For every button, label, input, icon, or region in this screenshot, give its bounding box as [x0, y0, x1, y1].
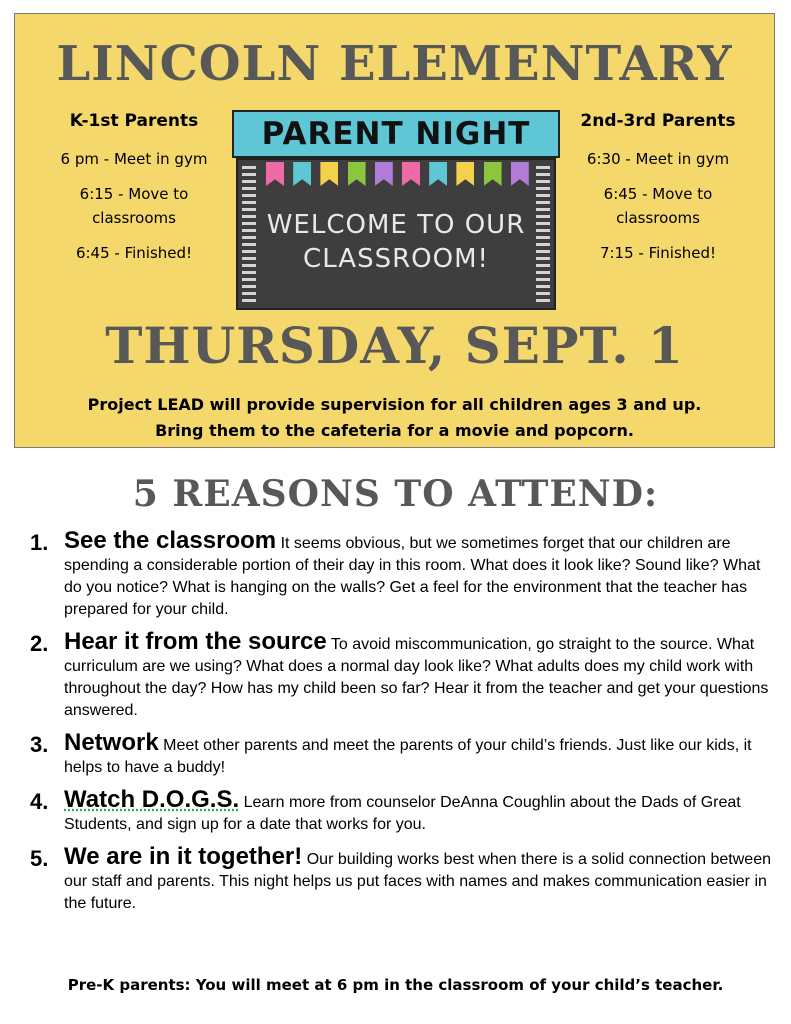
reason-body: Our building works best when there is a solid connection between our staff and parents. This night helps us put faces with names and makes communication easier in the future. — [64, 851, 771, 912]
reason-title: Watch D.O.G.S. — [64, 786, 240, 813]
reason-item — [30, 729, 778, 779]
k1-schedule-item: 6 pm - Meet in gym — [60, 150, 208, 168]
bunting-flag-icon — [402, 162, 420, 186]
reason-number: 1. — [30, 530, 49, 555]
parent-night-banner: PARENT NIGHT — [232, 110, 560, 158]
23-schedule-item: 6:30 - Meet in gym — [586, 150, 730, 168]
reasons-list — [30, 527, 778, 925]
reason-title: Hear it from the source — [64, 628, 327, 655]
reason-body: Learn more from counselor DeAnna Coughlin about the Dads of Great Students, and sign up for a date that works for you. — [64, 794, 741, 833]
bunting-flag-icon — [375, 162, 393, 186]
reason-item — [30, 843, 778, 915]
23-schedule — [563, 109, 753, 276]
prek-footer-note: Pre-K parents: You will meet at 6 pm in the classroom of your child’s teacher. — [67, 976, 724, 994]
reason-number: 2. — [30, 631, 49, 656]
event-date: THURSDAY, SEPT. 1 — [105, 316, 684, 375]
reason-item — [30, 786, 778, 836]
bunting-flags — [262, 162, 534, 188]
chalkboard — [236, 158, 556, 310]
event-header-box — [14, 13, 775, 448]
welcome-message — [258, 208, 534, 276]
reason-body: It seems obvious, but we sometimes forget that our children are spending a considerable portion of their day in this room. What does it look like? Sound like? What do you notice? What is hanging on the walls? Get a feel for the environment that the teacher has prepared for your child. — [64, 535, 761, 618]
bunting-flag-icon — [320, 162, 338, 186]
bunting-flag-icon — [348, 162, 366, 186]
supervision-note — [15, 392, 774, 444]
spiral-coil-icon — [536, 166, 550, 302]
23-schedule-item: 6:45 - Move to classrooms — [603, 185, 713, 227]
bunting-flag-icon — [266, 162, 284, 186]
welcome-line-1: WELCOME TO OUR — [266, 210, 526, 240]
reason-body: Meet other parents and meet the parents of your child’s friends. Just like our kids, it helps to have a buddy! — [64, 737, 752, 776]
supervision-line-2: Bring them to the cafeteria for a movie and popcorn. — [155, 421, 634, 440]
reason-body: To avoid miscommunication, go straight to the source. What curriculum are we using? What does a normal day look like? What adults does my child work with throughout the day? How has my child been so far? Hear it from the teacher and get your questions answered. — [64, 636, 769, 719]
23-schedule-item: 7:15 - Finished! — [599, 244, 717, 262]
k1-schedule — [39, 109, 229, 276]
supervision-line-1: Project LEAD will provide supervision for all children ages 3 and up. — [87, 395, 702, 414]
bunting-flag-icon — [511, 162, 529, 186]
welcome-line-2: CLASSROOM! — [303, 244, 489, 274]
23-schedule-title: 2nd-3rd Parents — [580, 111, 736, 131]
reason-item — [30, 628, 778, 722]
bunting-flag-icon — [293, 162, 311, 186]
bunting-flag-icon — [456, 162, 474, 186]
bunting-flag-icon — [429, 162, 447, 186]
reason-title: We are in it together! — [64, 843, 303, 870]
parent-night-sign — [232, 100, 560, 318]
reason-title: See the classroom — [64, 527, 277, 554]
reason-title: Network — [64, 729, 159, 756]
k1-schedule-item: 6:15 - Move to classrooms — [79, 185, 189, 227]
k1-schedule-item: 6:45 - Finished! — [75, 244, 193, 262]
reasons-heading: 5 REASONS TO ATTEND: — [132, 473, 659, 515]
reason-number: 3. — [30, 732, 49, 757]
school-title: LINCOLN ELEMENTARY — [56, 36, 733, 92]
spiral-coil-icon — [242, 166, 256, 302]
reason-item — [30, 527, 778, 621]
bunting-flag-icon — [484, 162, 502, 186]
k1-schedule-title: K-1st Parents — [69, 111, 199, 131]
reason-number: 5. — [30, 846, 49, 871]
reason-number: 4. — [30, 789, 49, 814]
